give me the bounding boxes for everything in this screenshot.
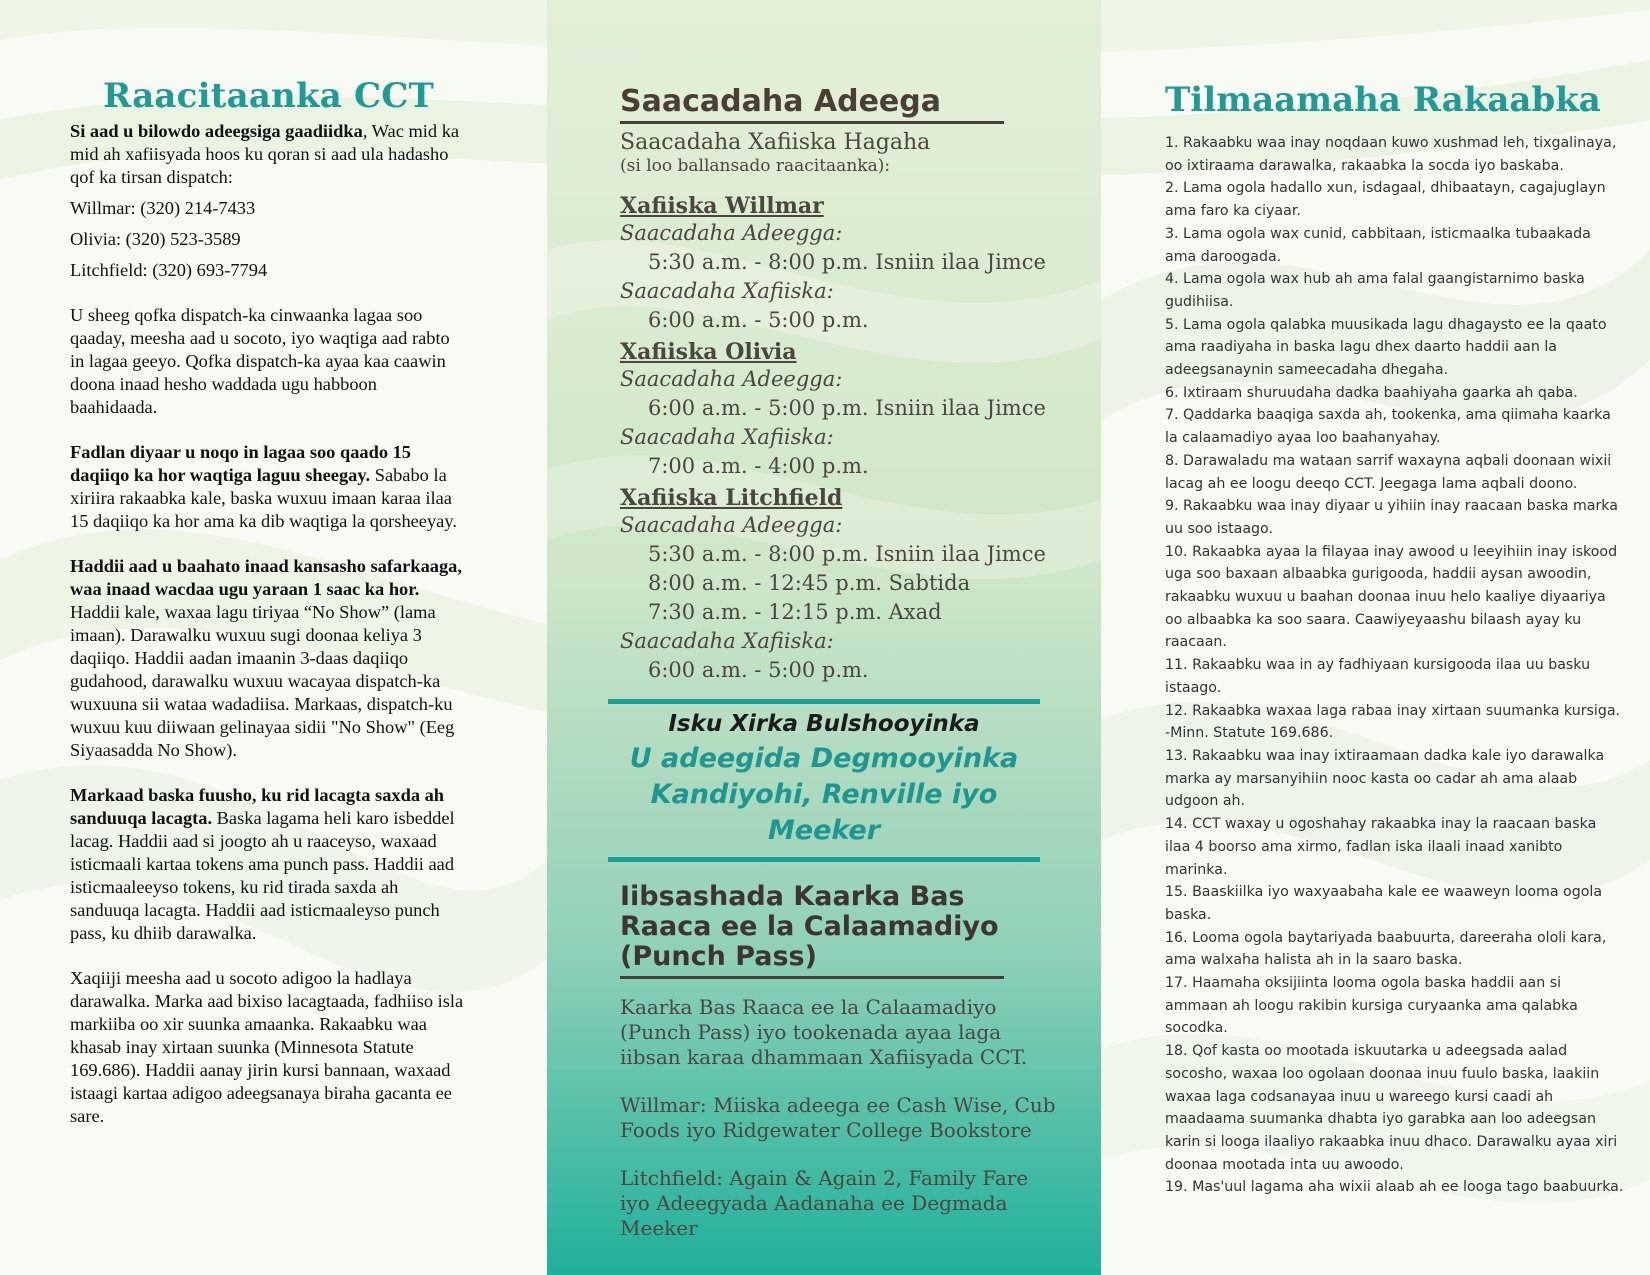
rule-item: 3. Lama ogola wax cunid, cabbitaan, isticmaalka tubaakada ama daroogada. [1165, 225, 1591, 265]
office-hours: 7:00 a.m. - 4:00 p.m. [648, 454, 869, 478]
service-hours: 6:00 a.m. - 5:00 p.m. Isniin ilaa Jimce [648, 396, 1046, 420]
phone-litchfield: Litchfield: (320) 693-7794 [70, 260, 268, 280]
service-hours: 5:30 a.m. - 8:00 p.m. Isniin ilaa Jimce [648, 250, 1046, 274]
rule-item: 9. Rakaabku waa inay diyaar u yihiin inay raacaan baska marka uu soo istaago. [1165, 498, 1618, 537]
left-title: Raacitaanka CCT [102, 76, 435, 116]
right-panel [1101, 0, 1650, 1275]
rule-item: 8. Darawaladu ma wataan sarrif waxayna aqbali doonaan wixii lacag ah ee loogu deeqo CCT. Jeegaga lama aqbali doono. [1165, 452, 1612, 492]
service-hours: 5:30 a.m. - 8:00 p.m. Isniin ilaa Jimce [648, 542, 1046, 566]
office-hours-label: Saacadaha Xafiiska: [620, 279, 834, 303]
rule-item: 19. Mas'uul lagama aha wixii alaab ah ee looga tago baabuurka. [1165, 1179, 1624, 1196]
serving-line-1: U adeegida Degmooyinka [629, 743, 1019, 774]
tagline: Isku Xirka Bulshooyinka [668, 711, 980, 737]
rule-item: 12. Rakaabka waxaa laga rabaa inay xirtaan suumanka kursiga. -Minn. Statute 169.686. [1165, 702, 1621, 742]
willmar-locations: Willmar: Miiska adeega ee Cash Wise, Cub Foods iyo Ridgewater College Bookstore [620, 1093, 1056, 1142]
rule-item: 7. Qaddarka baaqiga saxda ah, tookenka, ama qiimaha kaarka la calaamadiyo ayaa loo baahanyahay. [1165, 407, 1611, 447]
rule-item: 2. Lama ogola hadallo xun, isdagaal, dhibaatayn, cagajuglayn ama faro ka ciyaar. [1165, 180, 1606, 220]
service-hours-label: Saacadaha Adeegga: [620, 513, 843, 537]
hours-subtitle: Saacadaha Xafiiska Hagaha [620, 130, 931, 155]
service-hours: 7:30 a.m. - 12:15 p.m. Axad [648, 600, 942, 624]
cancel-paragraph: Haddii aad u baahato inaad kansasho safarkaaga, waa inaad wacdaa ugu yaraan 1 saac ka hor. Haddii kale, waxaa lagu tiriyaa “No Show” (lama imaan). Darawalku wuxuu sugi doonaa keliya 3 daqiiqo. Haddii aadan imaanin 3-daas daqiiqo gudahood, darawalku wuxuu wacayaa dispatch-ka wuxuuna sii wataa wadadiisa. Markaas, dispatch-ku wuxuu kuu diiwaan gelinayaa sidii "No Show" (Eeg Siyaasadda No Show). [70, 556, 462, 760]
punch-pass-title: Iibsashada Kaarka Bas Raaca ee la Calaamadiyo (Punch Pass) [620, 881, 999, 972]
litchfield-locations: Litchfield: Again & Again 2, Family Fare iyo Adeegyada Aadanaha ee Degmada Meeker [620, 1166, 1029, 1240]
hours-subtitle-note: (si loo ballansado raacitaanka): [620, 156, 891, 176]
office-hours: 6:00 a.m. - 5:00 p.m. [648, 308, 869, 332]
rule-item: 17. Haamaha oksijiinta looma ogola baska haddii aan si ammaan ah loogu rakibin kursiga curyaanka ama qalabka socodka. [1165, 975, 1578, 1037]
rule-item: 10. Rakaabka ayaa la filayaa inay awood u leeyihiin inay iskood uga soo baxaan albaabka gurigooda, haddii aysan awoodin, rakaabku wuxuu u baahan doonaa inuu helo kaaliye diyaariya oo albaabka ka soo saara. Caawiyeyaashu bilaash ayay ku raacaan. [1165, 543, 1618, 651]
service-hours-label: Saacadaha Adeegga: [620, 221, 843, 245]
serving-line-2: Kandiyohi, Renville iyo Meeker [650, 779, 998, 846]
divider [608, 857, 1040, 862]
fare-paragraph: Markaad baska fuusho, ku rid lacagta saxda ah sanduuqa lacagta. Baska lagama heli karo isbeddel lacag. Haddii aad si joogto ah u raaceyso, waxaad isticmaali kartaa tokens ama punch pass. Haddii aad isticmaaleeyso tokens, ku rid tirada saxda ah sanduuqa lacagta. Haddii aad isticmaaleyso punch pass, ku dhiib darawalka. [70, 785, 455, 943]
left-panel [0, 0, 547, 1275]
rule-item: 5. Lama ogola qalabka muusikada lagu dhagaysto ee la qaato ama raadiyaha in baska lagu dhex daarto haddii aan la adeegsanaynin sameecadaha dhegaha. [1165, 316, 1607, 379]
rule-item: 16. Looma ogola baytariyada baabuurta, dareeraha ololi kara, ama walxaha halista ah in la saaro baska. [1165, 929, 1607, 969]
intro-paragraph: Si aad u bilowdo adeegsiga gaadiidka, Wac mid ka mid ah xafiisyada hoos ku qoran si aad ula hadasho qof ka tirsan dispatch: [70, 121, 460, 187]
rule-item: 1. Rakaabku waa inay noqdaan kuwo xushmad leh, tixgalinaya, oo ixtiraama darawalka, rakaabka la socda iyo baskaba. [1165, 135, 1617, 174]
rule-item: 6. Ixtiraam shuruudaha dadka baahiyaha gaarka ah qaba. [1165, 384, 1578, 401]
service-hours-label: Saacadaha Adeegga: [620, 367, 843, 391]
service-hours: 8:00 a.m. - 12:45 p.m. Sabtida [648, 571, 971, 595]
punch-pass-paragraph: Kaarka Bas Raaca ee la Calaamadiyo (Punch Pass) iyo tookenada ayaa laga iibsan karaa dhammaan Xafiisyada CCT. [620, 995, 1028, 1069]
hours-title: Saacadaha Adeega [620, 84, 1004, 124]
rule-item: 18. Qof kasta oo mootada iskuutarka u adeegsada aalad socosho, waxaa loo ogolaan doonaa inuu fuulo baska, laakiin waxaa laga codsanayaa inuu u wareego kursi caadi ah maadaama suumanka dhabta iyo garabka aan loo adeegsan karin si looga ilaaliyo rakaabka inuu dhaco. Darawalku ayaa xiri doonaa mootada inta uu awoodo. [1165, 1043, 1618, 1173]
rule-item: 4. Lama ogola wax hub ah ama falal gaangistarnimo baska gudihiisa. [1165, 271, 1585, 310]
office-litchfield-name: Xafiiska Litchfield [620, 485, 843, 511]
divider [608, 699, 1040, 704]
office-hours-label: Saacadaha Xafiiska: [620, 425, 834, 449]
rule-item: 15. Baaskiilka iyo waxyaabaha kale ee waaweyn looma ogola baska. [1165, 884, 1603, 923]
pickup-paragraph: Fadlan diyaar u noqo in lagaa soo qaado 15 daqiiqo ka hor waqtiga laguu sheegay. Sababo la xiriira rakaabka kale, baska wuxuu imaan karaa ilaa 15 daqiiqo ka hor ama ka dib waqtiga la qorsheeyay. [70, 442, 457, 531]
phone-olivia: Olivia: (320) 523-3589 [70, 229, 241, 249]
dispatch-paragraph: U sheeg qofka dispatch-ka cinwaanka lagaa soo qaaday, meesha aad u socoto, iyo waqtiga aad rabto in lagaa geeyo. Qofka dispatch-ka ayaa kaa caawin doona inaad hesho waddada ugu habboon baahidaada. [70, 305, 450, 417]
office-willmar-name: Xafiiska Willmar [620, 193, 824, 219]
office-hours: 6:00 a.m. - 5:00 p.m. [648, 658, 869, 682]
rule-item: 11. Rakaabku waa in ay fadhiyaan kursigooda ilaa uu basku istaago. [1165, 657, 1591, 696]
divider [620, 976, 1004, 979]
office-hours-label: Saacadaha Xafiiska: [620, 629, 834, 653]
rule-item: 13. Rakaabku waa inay ixtiraamaan dadka kale iyo darawalka marka ay marsanyihiin nooc kasta oo cadar ah ama alaab udgoon ah. [1165, 747, 1605, 810]
destination-paragraph: Xaqiiji meesha aad u socoto adigoo la hadlaya darawalka. Marka aad bixiso lacagtaada, fadhiiso isla markiiba oo xir suunka amaanka. Rakaabku waa khasab inay xirtaan suunka (Minnesota Statute 169.686). Haddii aanay jirin kursi bannaan, waxaad istaagi kartaa adigoo adeegsanaya biraha gacanta ee sare. [70, 968, 464, 1126]
middle-panel [547, 0, 1101, 1275]
rule-item: 14. CCT waxay u ogoshahay rakaabka inay la raacaan baska ilaa 4 boorso ama xirmo, fadlan iska ilaali inaad xanibto marinka. [1165, 816, 1597, 878]
office-olivia-name: Xafiiska Olivia [620, 339, 797, 365]
phone-willmar: Willmar: (320) 214-7433 [70, 198, 256, 218]
rules-list [1165, 132, 1650, 1199]
rules-title: Tilmaamaha Rakaabka [1165, 80, 1601, 120]
